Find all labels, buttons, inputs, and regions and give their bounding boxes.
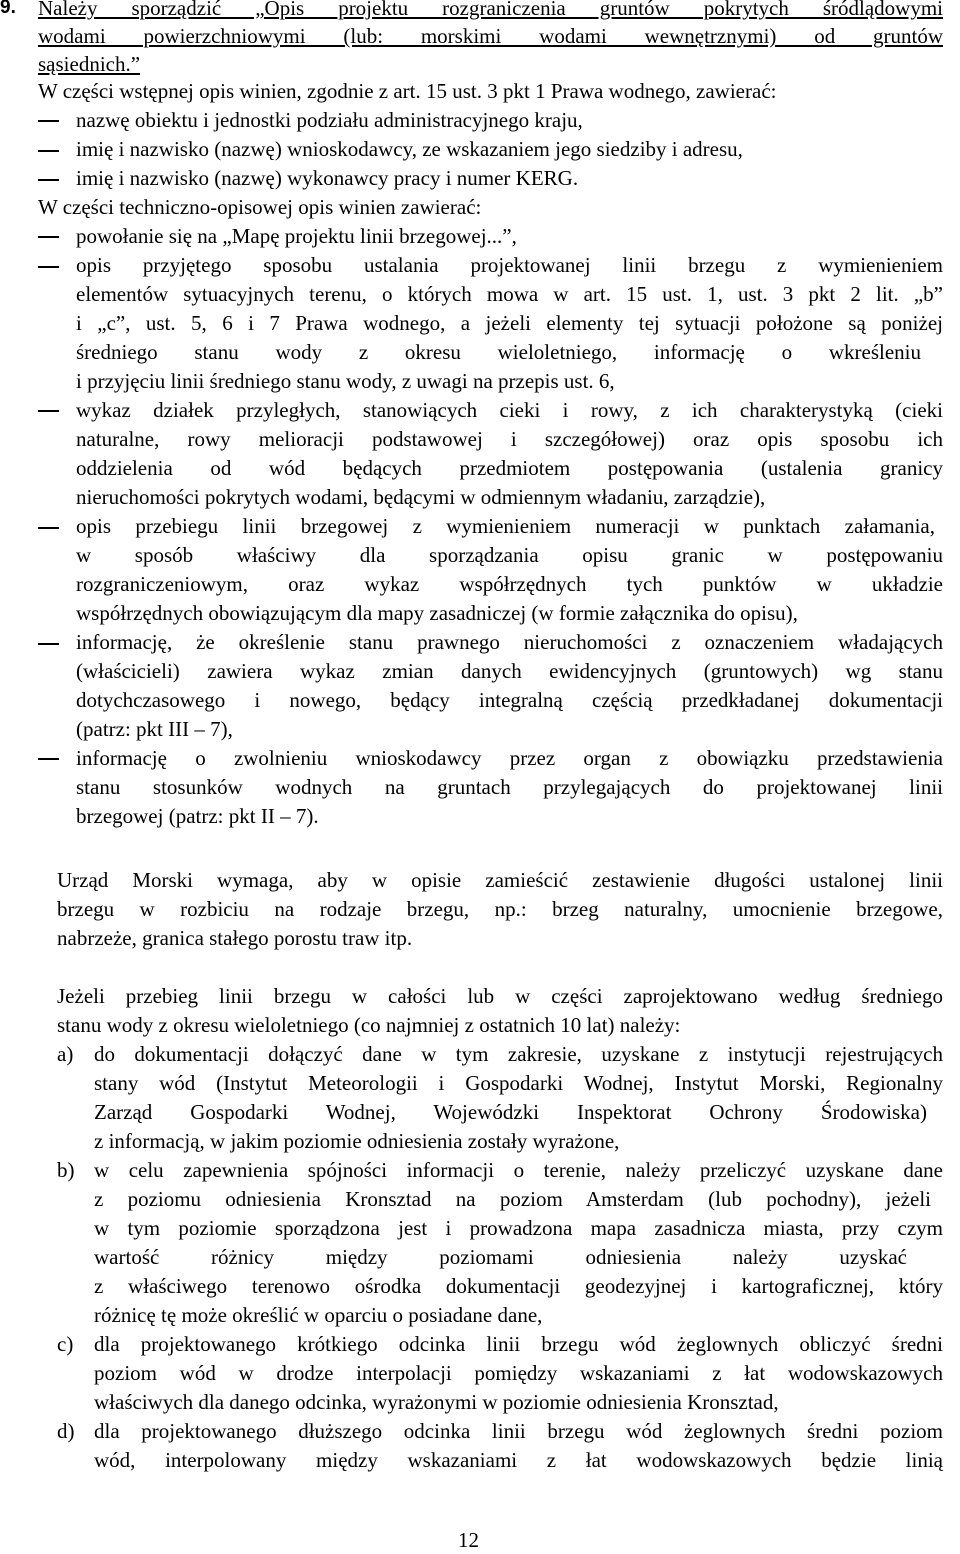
intro-paragraph: W części techniczno-opisowej opis winien zawierać: bbox=[38, 195, 482, 219]
dash-bullet bbox=[38, 527, 59, 529]
paragraph-line: nabrzeże, granica stałego porostu traw itp. bbox=[57, 926, 413, 950]
list-item-line: rozgraniczeniowym, oraz wykaz współrzędnych tych punktów w układzie bbox=[76, 572, 943, 596]
dash-bullet bbox=[38, 758, 59, 760]
list-marker: b) bbox=[57, 1158, 75, 1182]
lettered-item-line: do dokumentacji dołączyć dane w tym zakresie, uzyskane z instytucji rejestrujących bbox=[94, 1042, 943, 1066]
lettered-item-line: z informacją, w jakim poziomie odniesienia zostały wyrażone, bbox=[94, 1129, 620, 1153]
list-item-line: współrzędnych obowiązującym dla mapy zasadniczej (w formie załącznika do opisu), bbox=[76, 601, 798, 625]
list-item-line: i „c”, ust. 5, 6 i 7 Prawa wodnego, a jeżeli elementy tej sytuacji położone są poniżej bbox=[76, 311, 943, 335]
lettered-item-line: Zarząd Gospodarki Wodnej, Wojewódzki Inspektorat Ochrony Środowiska) bbox=[94, 1100, 927, 1124]
dash-bullet bbox=[38, 236, 59, 238]
list-item-line: w sposób właściwy dla sporządzania opisu granic w postępowaniu bbox=[76, 543, 943, 567]
list-item-line: (patrz: pkt III – 7), bbox=[76, 717, 233, 741]
lettered-item-line: różnicę tę może określić w oparciu o posiadane dane, bbox=[94, 1303, 543, 1327]
list-item-line: brzegowej (patrz: pkt II – 7). bbox=[76, 804, 319, 828]
lettered-item-line: dla projektowanego dłuższego odcinka linii brzegu wód żeglownych średni poziom bbox=[94, 1419, 943, 1443]
lettered-item-line: stany wód (Instytut Meteorologii i Gospodarki Wodnej, Instytut Morski, Regionalny bbox=[94, 1071, 943, 1095]
section-number: 9. bbox=[0, 0, 16, 18]
list-marker: d) bbox=[57, 1419, 75, 1443]
lettered-item-line: wartość różnicy między poziomami odniesienia należy uzyskać bbox=[94, 1245, 907, 1269]
lettered-item-line: właściwych dla danego odcinka, wyrażonymi w poziomie odniesienia Kronsztad, bbox=[94, 1390, 779, 1414]
page-number: 12 bbox=[458, 1528, 479, 1552]
list-item-line: opis przebiegu linii brzegowej z wymienieniem numeracji w punktach załamania, bbox=[76, 514, 935, 538]
lettered-item-line: z właściwego terenowo ośrodka dokumentacji geodezyjnej i kartograficznej, który bbox=[94, 1274, 943, 1298]
lettered-item-line: dla projektowanego krótkiego odcinka linii brzegu wód żeglownych obliczyć średni bbox=[94, 1332, 943, 1356]
section-title-line: wodami powierzchniowymi (lub: morskimi wodami wewnętrznymi) od gruntów bbox=[38, 24, 943, 48]
lettered-item-line: w tym poziomie sporządzona jest i prowadzona mapa zasadnicza miasta, przy czym bbox=[94, 1216, 943, 1240]
list-item-line: oddzielenia od wód będących przedmiotem postępowania (ustalenia granicy bbox=[76, 456, 943, 480]
list-item: powołanie się na „Mapę projektu linii brzegowej...”, bbox=[76, 224, 517, 248]
list-item-line: stanu stosunków wodnych na gruntach przylegających do projektowanej linii bbox=[76, 775, 943, 799]
list-item-line: naturalne, rowy melioracji podstawowej i szczegółowej) oraz opis sposobu ich bbox=[76, 427, 943, 451]
list-item: imię i nazwisko (nazwę) wnioskodawcy, ze wskazaniem jego siedziby i adresu, bbox=[76, 137, 743, 161]
lettered-item-line: wód, interpolowany między wskazaniami z łat wodowskazowych będzie linią bbox=[94, 1448, 943, 1472]
list-marker: c) bbox=[57, 1332, 74, 1356]
dash-bullet bbox=[38, 179, 59, 181]
lettered-item-line: w celu zapewnienia spójności informacji o terenie, należy przeliczyć uzyskane dane bbox=[94, 1158, 943, 1182]
dash-bullet bbox=[38, 120, 59, 122]
list-marker: a) bbox=[57, 1042, 74, 1066]
list-item-line: nieruchomości pokrytych wodami, będącymi w odmiennym władaniu, zarządzie), bbox=[76, 485, 766, 509]
lettered-item-line: poziom wód w drodze interpolacji pomiędzy wskazaniami z łat wodowskazowych bbox=[94, 1361, 943, 1385]
list-item-line: elementów sytuacyjnych terenu, o których mowa w art. 15 ust. 1, ust. 3 pkt 2 lit. „b” bbox=[76, 282, 943, 306]
list-item-line: informację, że określenie stanu prawnego nieruchomości z oznaczeniem władających bbox=[76, 630, 943, 654]
dash-bullet bbox=[38, 643, 59, 645]
list-item-line: i przyjęciu linii średniego stanu wody, z uwagi na przepis ust. 6, bbox=[76, 369, 615, 393]
list-item: imię i nazwisko (nazwę) wykonawcy pracy i numer KERG. bbox=[76, 166, 579, 190]
list-item-line: informację o zwolnieniu wnioskodawcy przez organ z obowiązku przedstawienia bbox=[76, 746, 943, 770]
list-item: nazwę obiektu i jednostki podziału administracyjnego kraju, bbox=[76, 108, 583, 132]
list-item-line: dotychczasowego i nowego, będący integralną częścią przedkładanej dokumentacji bbox=[76, 688, 943, 712]
section-title-line: Należy sporządzić „Opis projektu rozgraniczenia gruntów pokrytych śródlądowymi bbox=[38, 0, 943, 20]
paragraph-line: Jeżeli przebieg linii brzegu w całości lub w części zaprojektowano według średniego bbox=[57, 984, 943, 1008]
paragraph-line: brzegu w rozbiciu na rodzaje brzegu, np.: brzeg naturalny, umocnienie brzegowe, bbox=[57, 897, 943, 921]
paragraph-line: stanu wody z okresu wieloletniego (co najmniej z ostatnich 10 lat) należy: bbox=[57, 1013, 681, 1037]
paragraph-line: Urząd Morski wymaga, aby w opisie zamieścić zestawienie długości ustalonej linii bbox=[57, 868, 943, 892]
dash-bullet bbox=[38, 410, 59, 412]
intro-paragraph: W części wstępnej opis winien, zgodnie z art. 15 ust. 3 pkt 1 Prawa wodnego, zawierać: bbox=[38, 79, 777, 103]
list-item-line: (właścicieli) zawiera wykaz zmian danych ewidencyjnych (gruntowych) wg stanu bbox=[76, 659, 943, 683]
list-item-line: średniego stanu wody z okresu wieloletniego, informację o wkreśleniu bbox=[76, 340, 921, 364]
dash-bullet bbox=[38, 150, 59, 152]
section-title-line: sąsiednich.” bbox=[38, 52, 141, 76]
list-item-line: opis przyjętego sposobu ustalania projektowanej linii brzegu z wymienieniem bbox=[76, 253, 943, 277]
dash-bullet bbox=[38, 266, 59, 268]
list-item-line: wykaz działek przyległych, stanowiących cieki i rowy, z ich charakterystyką (cieki bbox=[76, 398, 943, 422]
lettered-item-line: z poziomu odniesienia Kronsztad na poziom Amsterdam (lub pochodny), jeżeli bbox=[94, 1187, 931, 1211]
